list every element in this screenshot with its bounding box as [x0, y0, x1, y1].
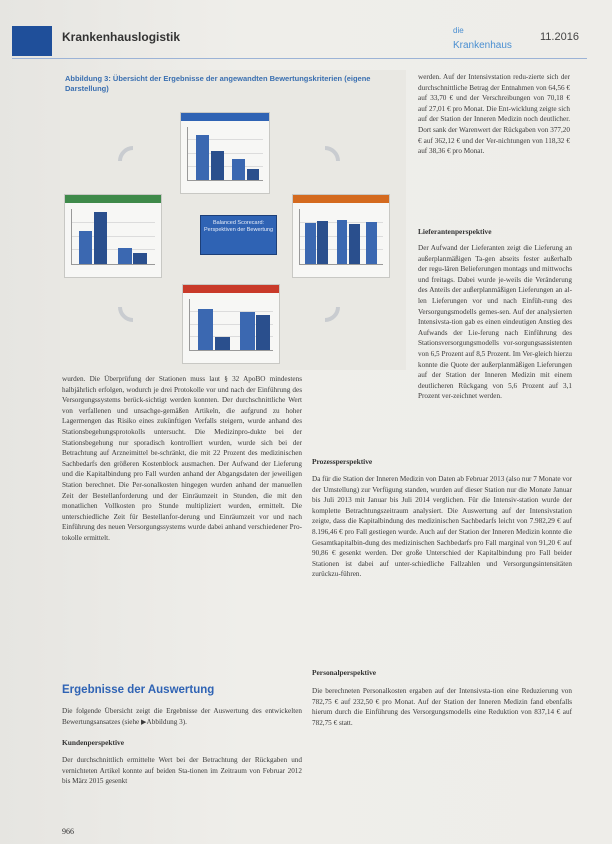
cycle-arrow-icon: [112, 140, 154, 182]
panel-bottom: [182, 284, 280, 364]
panel-left-header: [65, 195, 161, 203]
panel-bottom-chart: [189, 299, 273, 351]
results-heading: Ergebnisse der Auswertung: [62, 684, 215, 696]
cycle-arrow-icon: [304, 140, 346, 182]
header-color-block: [12, 26, 52, 56]
panel-left-chart: [71, 209, 155, 265]
panel-right-chart: [299, 209, 383, 265]
panel-top-chart: [187, 127, 263, 181]
panel-top: [180, 112, 270, 194]
heading-lieferanten: Lieferantenperspektive: [418, 227, 492, 236]
panel-right: [292, 194, 390, 278]
figure-3: [60, 70, 406, 370]
logo-main-word: Krankenhaus: [453, 40, 512, 51]
panel-right-header: [293, 195, 389, 203]
panel-top-header: [181, 113, 269, 121]
results-intro: Die folgende Übersicht zeigt die Ergebnisse der Auswertung des entwickelten Bewertungsansatzes (siehe ▶Abbildung 3).: [62, 707, 302, 726]
cycle-arrow-icon: [304, 286, 346, 328]
prozess-text: Da für die Station der Inneren Medizin von Daten ab Februar 2013 (also nur 7 Monate vor der Umstellung) zur Verfügung standen, wurden auf dieser Station nur die Monate Januar bis Juli 2013 mit Januar bis Juli 2014 verglichen. Für die Intensiv-station wurde der komplette Betrachtungszeitraum analysiert. Die Auswertung auf der Intensivstation zeigte, dass die Kapitalbindung des medizinischen Sachbedarfs leicht von 7.982,29 € auf 8.196,46 € pro Fall gestiegen wurde. Auch auf der Station der Inneren Medizin konnte die Gesamtkapitalbin-dung des medizinischen Sachbedarfs pro Fall marginal von 91,20 € auf 90,86 € gesenkt werden. Der große Unterschied der Kapitalbindung pro Fall beider Stationen ist dabei auf unter-schiedliche Fallzahlen und Versorgungsintensitäten zurückzu-führen.: [312, 475, 572, 579]
cycle-arrow-icon: [112, 286, 154, 328]
page-number: 966: [62, 827, 74, 836]
heading-personal: Personalperspektive: [312, 668, 377, 677]
header-title: Krankenhauslogistik: [62, 30, 181, 44]
panel-left: [64, 194, 162, 278]
center-label-box: Balanced Scorecard: Perspektiven der Bewertung: [200, 215, 277, 255]
right-column-top-text: werden. Auf der Intensivstation redu-zierte sich der durchschnittliche Betrag der Entnahmen von 64,56 € auf 33,70 € und der Verschreibungen von 70,18 € auf 27,01 € pro Monat. Die Ent-wicklung zeigte sich auf der Station der Inneren Medizin noch deutlicher. Dort sank der Warenwert der Rückgaben von 377,20 € auf 362,12 € und der Ver-nichtungen von 118,32 € auf 38,36 € pro Monat.: [418, 73, 570, 156]
panel-bottom-header: [183, 285, 279, 293]
journal-logo: [453, 27, 512, 53]
header-divider: [12, 58, 587, 59]
heading-prozess: Prozessperspektive: [312, 457, 373, 466]
kunden-text: Der durchschnittlich ermittelte Wert bei der Betrachtung der Rückgaben und vernichteten Artikel konnte auf beiden Sta-tionen im Zeitraum von Februar 2012 bis März 2015 gesenkt: [62, 756, 302, 786]
heading-kunden: Kundenperspektive: [62, 738, 125, 747]
lieferanten-text: Der Aufwand der Lieferanten zeigt die Lieferung an außerplanmäßigen Ta-gen abseits fester außerhalb der regu-lären Belieferungen montags und mittwochs und freitags. Dabei wurde je-weils die Veränderung des Anteils der außerplanmäßigen Lieferungen an al-len Lieferungen vor und nach Einfüh-rung des Versorgungsmodells gemes-sen. Auf der analysierten Intensivsta-tion gab es einen eindeutigen Anstieg des Aufwands der Lie-ferung nach Einführung des Stationsversorgungsmodells vor-sorgungsassistenten von 6,5 Prozent auf 8,5 Prozent. Im Ver-gleich hierzu konnte die Quote der außerplanmäßigen Lieferungen auf der Station der Inneren Medizin mit einem deutlicheren Rückgang von 5,6 Prozent auf 3,1 Prozent ver-zeichnet werden.: [418, 244, 572, 401]
figure-caption: Abbildung 3: Übersicht der Ergebnisse der angewandten Bewertungskriterien (eigene Darstellung): [65, 74, 371, 93]
personal-text: Die berechneten Personalkosten ergaben auf der Intensivsta-tion eine Reduzierung von 782,75 € auf 232,50 € pro Monat. Auf der Station der Inneren Medizin fand ebenfalls hierum durch die Einführung des Versorgungsmodells eine Reduktion von 837,14 € auf 782,75 € statt.: [312, 687, 572, 727]
left-column-text: wurden. Die Überprüfung der Stationen muss laut § 32 ApoBO mindestens halbjährlich erfolgen, wodurch je drei Protokolle vor und nach der Einführung des Versorgungssystems berück-sichtigt werden konnten. Der durchschnittliche Wert von verfallenen und unsachge-gemäßen Artikeln, die aufgrund zu hoher Lagermengen das Risiko eines zukünftigen Verfalls steigern, wurde anhand des Stationsbegehungsprotokolls untersucht. Die Medizinpro-dukte bei der Stationsbegehung nur sporadisch kontrolliert wurden, wurde sich bei der Betrachtung auf Arzneimittel be-schränkt, die mit 22 Prozent des medizinischen Sachbedarfs den größeren Kostenblock ausmachen. Der Aufwand der Lieferung und die Kapitalbindung pro Fall wurden anhand der Abgangsdaten der jeweiligen Station berechnet. Die Per-sonalkosten hingegen wurden anhand der manuellen Zeit der Bestellanforderung und der Einräumzeit in Stunden, die mit den monatlichen Vollkosten pro Stunde multipliziert wurden, ermittelt. Die unterschiedliche Zeit für Bestellanfor-derung und Einräumzeit vor und nach Einführung des neuen Versorgungssystems wurde dabei anhand verschiedener Pro-tokolle ermittelt.: [62, 375, 302, 542]
logo-top-word: die: [453, 26, 464, 35]
lieferanten-continued-text: [312, 374, 572, 440]
issue-date: 11.2016: [540, 31, 579, 43]
